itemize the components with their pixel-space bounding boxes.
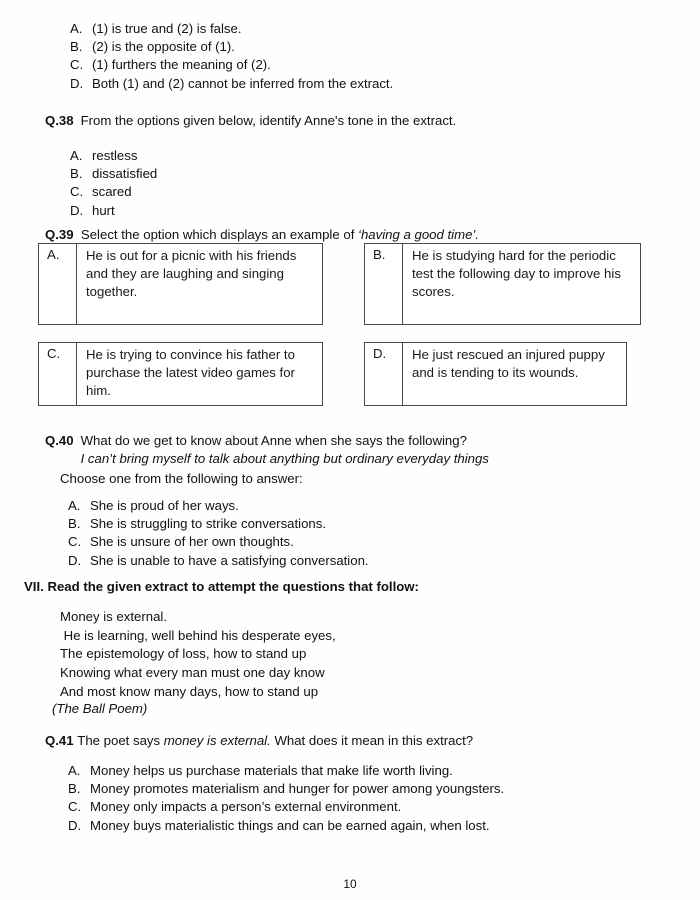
- poem-line: The epistemology of loss, how to stand up: [60, 646, 307, 662]
- option-letter: B.: [68, 781, 81, 797]
- question-38-heading: [45, 112, 665, 130]
- question-40-quote: I can’t bring myself to talk about anything but ordinary everyday things: [80, 450, 489, 466]
- question-38-prompt: From the options given below, identify Anne's tone in the extract.: [80, 113, 457, 128]
- section-7-heading: VII. Read the given extract to attempt the questions that follow:: [24, 579, 419, 594]
- option-letter: B.: [70, 166, 83, 182]
- option-box-b-text: He is studying hard for the periodic test the following day to improve his scores.: [412, 248, 621, 299]
- option-row: [68, 780, 688, 798]
- option-text: scared: [92, 184, 132, 200]
- option-box-d-text: He just rescued an injured puppy and is tending to its wounds.: [412, 347, 605, 380]
- page-number-footer: [0, 875, 700, 893]
- option-box-b-label: B.: [365, 244, 403, 324]
- poem-line: And most know many days, how to stand up: [60, 683, 319, 699]
- option-text: (1) is true and (2) is false.: [92, 21, 242, 36]
- question-37-options: [70, 20, 670, 93]
- poem-title: (The Ball Poem): [52, 701, 148, 716]
- option-text: She is unable to have a satisfying conversation.: [90, 552, 369, 568]
- option-letter: D.: [68, 817, 82, 833]
- option-box-a[interactable]: [38, 243, 323, 325]
- option-box-row-bottom: [38, 342, 648, 406]
- option-letter: A.: [68, 498, 81, 513]
- option-text: restless: [92, 148, 138, 163]
- option-row: [68, 497, 668, 515]
- question-39-prompt: Select the option which displays an example of: [80, 227, 359, 242]
- option-box-c-label: C.: [39, 343, 77, 405]
- option-text: Money helps us purchase materials that make life worth living.: [90, 763, 453, 778]
- option-text: She is proud of her ways.: [90, 498, 239, 513]
- option-box-row-top: [38, 243, 648, 325]
- option-text: Money promotes materialism and hunger for power among youngsters.: [90, 781, 505, 797]
- question-40-heading: [45, 432, 675, 468]
- option-row: [68, 762, 688, 780]
- option-box-a-text: He is out for a picnic with his friends and they are laughing and singing together.: [86, 248, 297, 299]
- option-letter: A.: [70, 21, 83, 36]
- option-row: [70, 165, 670, 183]
- question-41-heading: [45, 732, 685, 750]
- option-row: [68, 798, 688, 816]
- question-41-prompt-before: The poet says: [77, 733, 164, 748]
- question-40-prompt: What do we get to know about Anne when she says the following?: [80, 433, 467, 448]
- option-letter: C.: [70, 57, 84, 73]
- option-letter: D.: [70, 75, 84, 91]
- option-text: She is unsure of her own thoughts.: [90, 534, 294, 550]
- option-letter: C.: [68, 534, 82, 550]
- option-box-c-text: He is trying to convince his father to purchase the latest video games for him.: [86, 347, 295, 398]
- question-39-heading: [45, 226, 675, 244]
- option-row: [70, 56, 670, 74]
- question-39-number: Q.39: [45, 227, 74, 242]
- question-38-number: Q.38: [45, 113, 74, 128]
- option-letter: B.: [70, 39, 83, 55]
- option-text: (2) is the opposite of (1).: [92, 39, 235, 55]
- option-row: [70, 147, 670, 165]
- option-text: Money only impacts a person’s external environment.: [90, 799, 402, 815]
- question-40-number: Q.40: [45, 433, 74, 448]
- option-box-b[interactable]: [364, 243, 641, 325]
- option-text: (1) furthers the meaning of (2).: [92, 57, 271, 73]
- option-letter: B.: [68, 516, 81, 532]
- question-38-options: [70, 147, 670, 220]
- question-40-body: [81, 432, 675, 468]
- page-number: 10: [343, 877, 357, 891]
- option-letter: A.: [70, 148, 83, 163]
- option-text: hurt: [92, 202, 115, 218]
- poem-line: Money is external.: [60, 609, 168, 624]
- poem-line: He is learning, well behind his desperate eyes,: [60, 627, 336, 643]
- question-41-number: Q.41: [45, 733, 74, 748]
- option-letter: D.: [68, 552, 82, 568]
- option-row: [70, 183, 670, 201]
- option-text: dissatisfied: [92, 166, 158, 182]
- option-letter: C.: [68, 799, 82, 815]
- option-text: She is struggling to strike conversations.: [90, 516, 327, 532]
- option-letter: C.: [70, 184, 84, 200]
- option-box-d[interactable]: [364, 342, 627, 406]
- option-text: Both (1) and (2) cannot be inferred from the extract.: [92, 75, 394, 91]
- option-letter: D.: [70, 202, 84, 218]
- question-39-option-boxes: [38, 243, 648, 406]
- option-row: [70, 38, 670, 56]
- option-row: [68, 817, 688, 835]
- question-40-options: [68, 497, 668, 570]
- question-41-prompt-italic: money is external.: [163, 733, 271, 748]
- poem-extract: [60, 608, 620, 702]
- question-40-instruction: Choose one from the following to answer:: [60, 471, 303, 486]
- option-row: [68, 552, 668, 570]
- option-text: Money buys materialistic things and can be earned again, when lost.: [90, 817, 490, 833]
- question-41-options: [68, 762, 688, 835]
- question-39-prompt-italic: ‘having a good time’.: [358, 227, 479, 242]
- option-box-a-label: A.: [39, 244, 77, 324]
- question-41-prompt-after: What does it mean in this extract?: [270, 733, 474, 748]
- option-box-c[interactable]: [38, 342, 323, 406]
- option-box-d-label: D.: [365, 343, 403, 405]
- option-row: [68, 533, 668, 551]
- option-letter: A.: [68, 763, 81, 778]
- option-row: [68, 515, 668, 533]
- option-row: [70, 202, 670, 220]
- option-row: [70, 75, 670, 93]
- option-row: [70, 20, 670, 38]
- poem-line: Knowing what every man must one day know: [60, 665, 325, 681]
